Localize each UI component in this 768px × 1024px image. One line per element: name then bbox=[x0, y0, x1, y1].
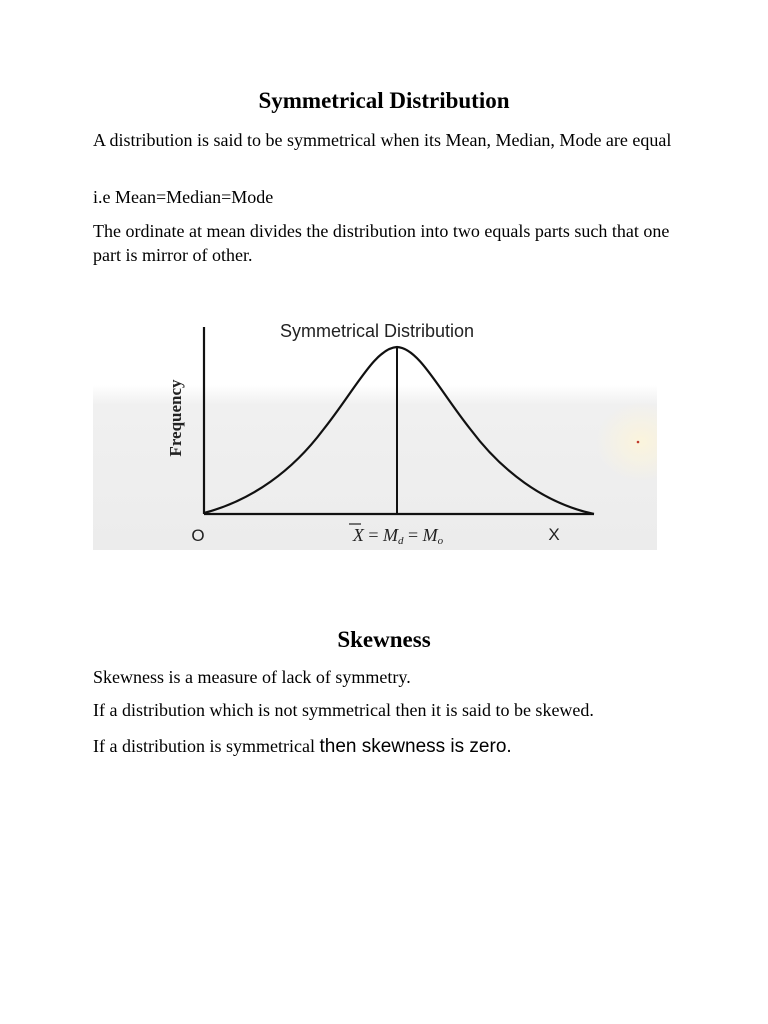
median-subscript: d bbox=[398, 535, 404, 547]
xbar-symbol: X bbox=[352, 525, 364, 545]
paragraph-zero-skewness bbox=[93, 734, 683, 759]
heading-skewness: Skewness bbox=[337, 627, 431, 652]
equals-sign-2: = bbox=[403, 525, 423, 545]
paragraph-definition: A distribution is said to be symmetrical when its Mean, Median, Mode are equal bbox=[93, 130, 672, 150]
paragraph-skewed: If a distribution which is not symmetrical then it is said to be skewed. bbox=[93, 700, 594, 720]
paragraph-equality: i.e Mean=Median=Mode bbox=[93, 187, 274, 207]
mode-symbol: M bbox=[422, 525, 438, 545]
scan-dot bbox=[637, 441, 640, 444]
zero-skewness-part-a: If a distribution is symmetrical bbox=[93, 736, 320, 756]
distribution-graph bbox=[93, 300, 657, 550]
mode-subscript: o bbox=[437, 535, 444, 547]
equals-sign-1: = bbox=[363, 525, 383, 545]
zero-skewness-part-b: then skewness is zero. bbox=[319, 736, 512, 757]
center-axis-label bbox=[352, 525, 444, 547]
median-symbol: M bbox=[383, 525, 398, 545]
x-end-label: X bbox=[548, 525, 560, 544]
symmetrical-distribution-figure bbox=[93, 300, 657, 550]
origin-label: O bbox=[191, 526, 205, 545]
paragraph-ordinate: The ordinate at mean divides the distribution into two equals parts such that one part is mirror of other. bbox=[93, 221, 670, 265]
paragraph-skewness-definition: Skewness is a measure of lack of symmetry. bbox=[93, 667, 411, 687]
figure-title: Symmetrical Distribution bbox=[279, 321, 475, 341]
y-axis-label: Frequency bbox=[166, 379, 185, 457]
heading-symmetrical-distribution: Symmetrical Distribution bbox=[258, 88, 510, 113]
